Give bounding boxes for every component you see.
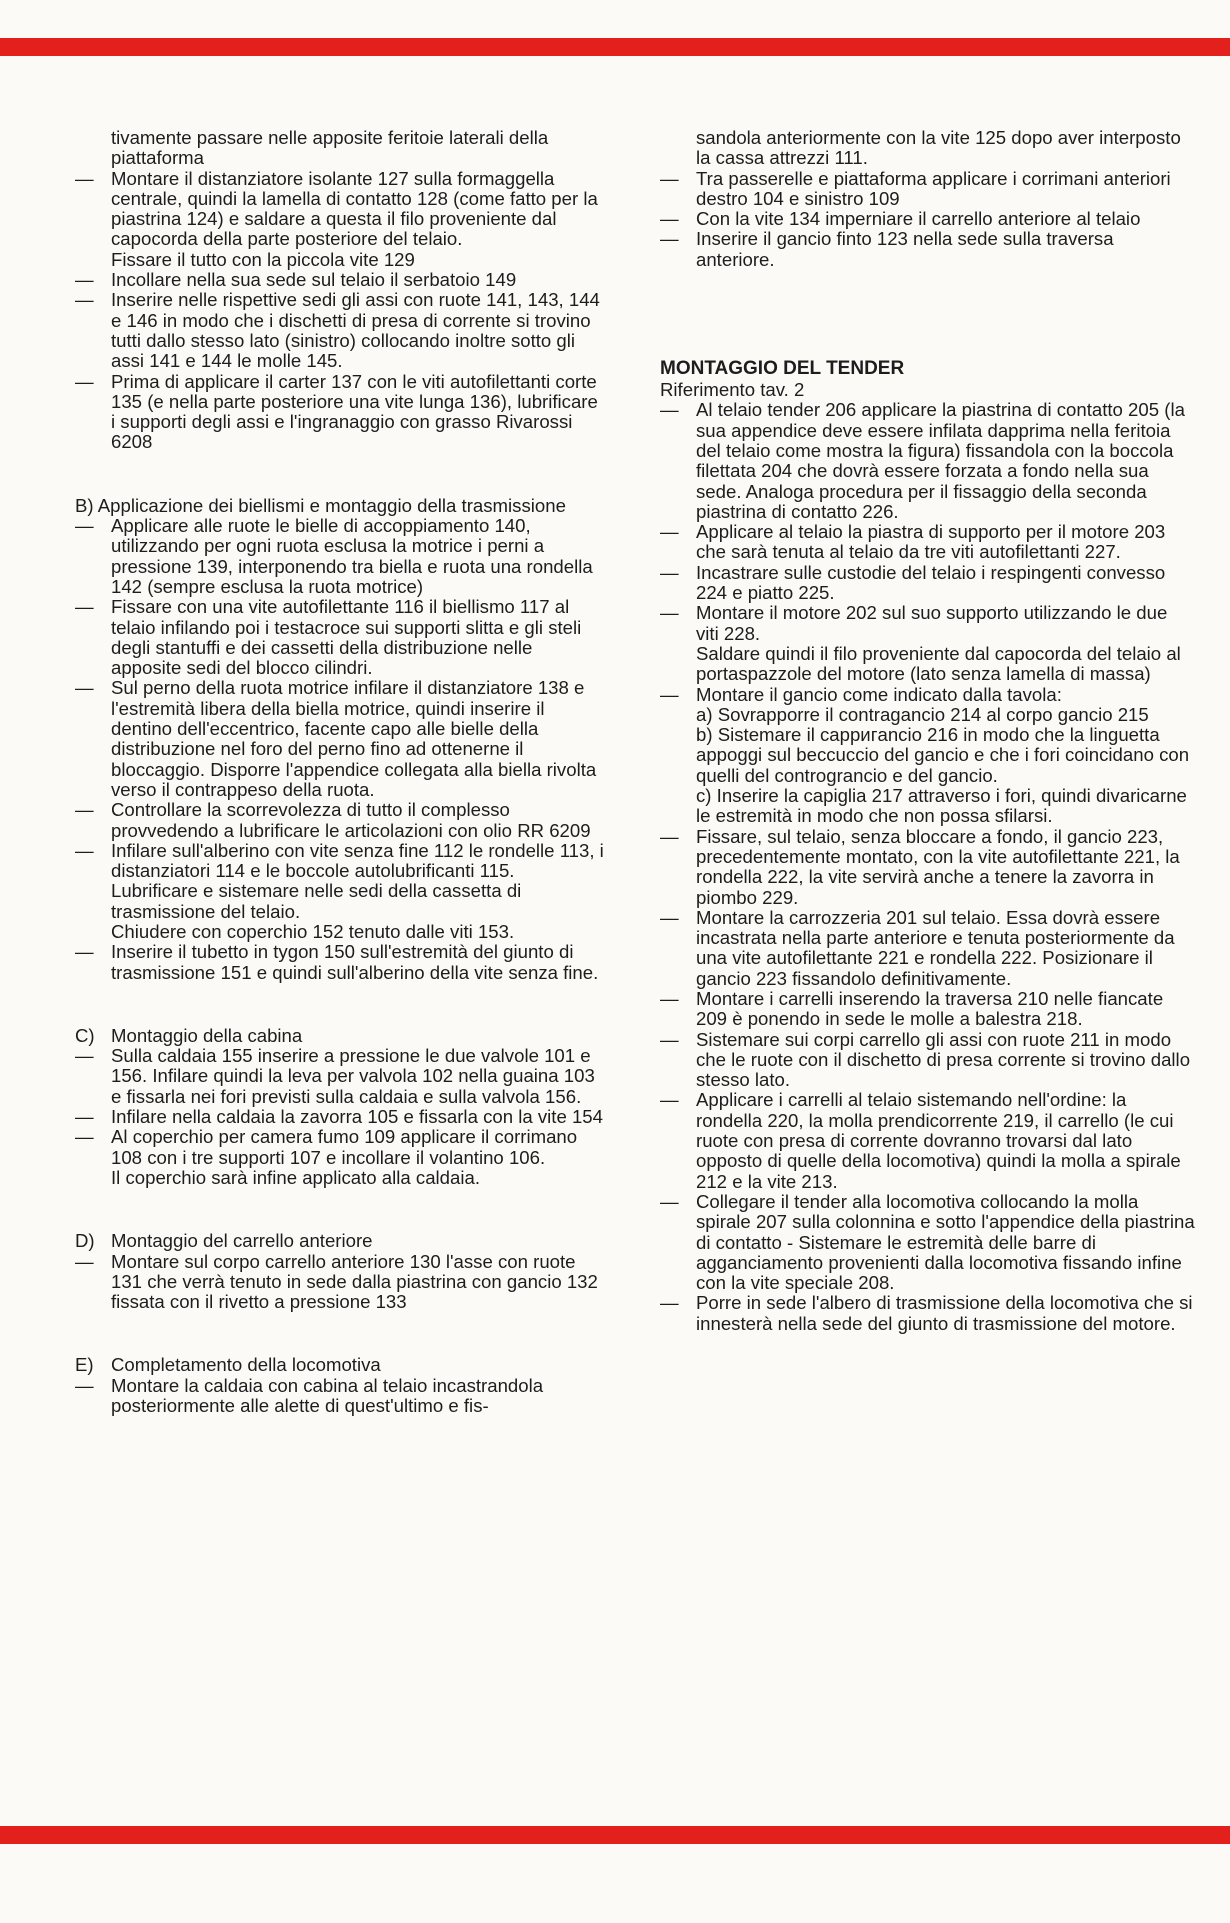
list-item <box>75 372 605 453</box>
top-red-band <box>0 38 1230 56</box>
list-item <box>660 908 1195 989</box>
list-item <box>75 597 605 678</box>
dash: — <box>75 515 94 537</box>
dash: — <box>660 228 679 250</box>
dash: — <box>75 596 94 618</box>
item-text: Sistemare sui corpi carrello gli assi con ruote 211 in modo che le ruote con il dischetto di presa corrente si trovino dallo stesso lato. <box>696 1028 1191 1091</box>
dash: — <box>660 602 679 624</box>
dash: — <box>660 683 679 705</box>
intro-text: tivamente passare nelle apposite feritoie laterali della piattaforma <box>111 127 549 169</box>
section-letter: D) <box>75 1230 95 1252</box>
list-item <box>660 1030 1195 1091</box>
item-text: Montare la caldaia con cabina al telaio incastrandola posteriormente alle alette di quest'ultimo e fis- <box>111 1374 544 1417</box>
list-item <box>660 522 1195 563</box>
hook-step: b) Sistemare il capригancio 216 in modo che la linguetta appoggi sul beccuccio del gancio e che i fori coincidano con quelli del contrograncio e del gancio. <box>696 724 1190 786</box>
dash: — <box>75 1106 94 1128</box>
hook-step: c) Inserire la capiglia 217 attraverso i fori, quindi divaricarne le estremità in modo che non possa sfilarsi. <box>696 785 1187 827</box>
item-text: Incollare nella sua sede sul telaio il serbatoio 149 <box>111 269 517 291</box>
dash: — <box>75 799 94 821</box>
spacer <box>660 270 1195 358</box>
list-item <box>660 209 1195 229</box>
item-text: Porre in sede l'albero di trasmissione della locomotiva che si innesterà nella sede del giunto di trasmissione del motore. <box>696 1292 1193 1334</box>
item-text: Al coperchio per camera fumo 109 applicare il corrimano 108 con i tre supporti 107 e incollare il volantino 106. <box>111 1126 578 1168</box>
list-item <box>75 270 605 290</box>
spacer <box>75 1312 605 1355</box>
item-text: Montare sul corpo carrello anteriore 130 l'asse con ruote 131 che verrà tenuto in sede dalla piastrina con gancio 132 fissata con il rivetto a pressione 133 <box>111 1250 598 1313</box>
bottom-red-band <box>0 1826 1230 1844</box>
item-subtext: Fissare il tutto con la piccola vite 129 <box>111 248 415 270</box>
tender-reference: Riferimento tav. 2 <box>660 379 805 401</box>
list-item <box>660 169 1195 210</box>
item-text: Applicare i carrelli al telaio sistemando nell'ordine: la rondella 220, la molla prendicorrente 219, il carrello (le cui ruote con presa di corrente dovranno trovarsi dal lato opposto di quelle della locomotiva) quindi la molla a spirale 212 e la vite 213. <box>696 1089 1181 1192</box>
item-text: Applicare alle ruote le bielle di accoppiamento 140, utilizzando per ogni ruota esclusa la motrice i perni a pressione 139, interponendo tra biella e ruota una rondella 142 (sempre esclusa la ruota motrice) <box>111 515 593 597</box>
item-text: Collegare il tender alla locomotiva collocando la molla spirale 207 sulla colonnina e sotto l'appendice della piastrina di contatto - Sistemare le estremità delle barre di agganciamento provenienti dalla locomotiva fissando infine con la vite speciale 208. <box>696 1190 1195 1294</box>
intro-text: sandola anteriormente con la vite 125 dopo aver interposto la cassa attrezzi 111. <box>696 127 1181 169</box>
list-item <box>75 1107 605 1127</box>
item-text: Incastrare sulle custodie del telaio i respingenti convesso 224 e piatto 225. <box>696 561 1166 604</box>
list-item <box>75 1127 605 1188</box>
item-text: Controllare la scorrevolezza di tutto il complesso provvedendo a lubrificare le articolazioni con olio RR 6209 <box>111 799 591 841</box>
dash: — <box>660 1292 679 1314</box>
item-text: Prima di applicare il carter 137 con le viti autofilettanti corte 135 (e nella parte posteriore una vite lunga 136), lubrificare i supporti degli assi e l'ingranaggio con grasso Rivarossi 6208 <box>111 370 598 453</box>
dash: — <box>660 399 679 421</box>
list-item <box>660 685 1195 827</box>
item-text: Montare la carrozzeria 201 sul telaio. Essa dovrà essere incastrata nella parte anteriore e tenuta posteriormente da una vite autofilettante 221 e rondella 222. Posizionare il gancio 223 fissandolo definitivamente. <box>696 906 1175 989</box>
section-e-heading <box>75 1355 605 1375</box>
spacer <box>75 1188 605 1231</box>
list-item <box>75 290 605 371</box>
item-text: Sulla caldaia 155 inserire a pressione le due valvole 101 e 156. Infilare quindi la leva per valvola 102 nella guaina 103 e fissarla nei fori previsti sulla caldaia e sulla valvola 156. <box>111 1045 595 1107</box>
item-text: Infilare nella caldaia la zavorra 105 e fissarla con la vite 154 <box>111 1106 603 1128</box>
section-title: Completamento della locomotiva <box>111 1354 381 1376</box>
list-item <box>75 1376 605 1417</box>
item-subtext: Chiudere con coperchio 152 tenuto dalle viti 153. <box>111 920 515 942</box>
dash: — <box>660 1190 679 1212</box>
spacer <box>75 453 605 496</box>
dash: — <box>660 906 679 928</box>
dash: — <box>660 1028 679 1050</box>
list-item <box>75 678 605 800</box>
dash: — <box>75 941 94 963</box>
dash: — <box>660 167 679 189</box>
tender-heading: MONTAGGIO DEL TENDER <box>660 358 905 380</box>
list-item <box>75 800 605 841</box>
section-letter: E) <box>75 1354 94 1376</box>
list-item <box>75 1252 605 1313</box>
hook-step: a) Sovrapporre il contragancio 214 al corpo gancio 215 <box>696 703 1149 725</box>
right-column <box>660 128 1195 1334</box>
left-column <box>75 128 605 1416</box>
dash: — <box>660 1089 679 1111</box>
section-title: Montaggio del carrello anteriore <box>111 1230 373 1252</box>
dash: — <box>75 289 94 311</box>
dash: — <box>75 269 94 291</box>
list-item <box>75 1046 605 1107</box>
list-item <box>660 1293 1195 1334</box>
dash: — <box>75 1126 94 1148</box>
item-text: Con la vite 134 imperniare il carrello anteriore al telaio <box>696 208 1141 230</box>
list-item <box>660 1192 1195 1293</box>
dash: — <box>660 561 679 583</box>
item-text: Fissare, sul telaio, senza bloccare a fondo, il gancio 223, precedentemente montato, con la vite autofilettante 221, la rondella 222, la vite servirà anche a tenere la zavorra in piombo 229. <box>696 825 1180 908</box>
dash: — <box>660 521 679 543</box>
list-item <box>75 169 605 270</box>
dash: — <box>660 208 679 230</box>
list-item <box>660 827 1195 908</box>
item-text: Al telaio tender 206 applicare la piastrina di contatto 205 (la sua appendice deve essere infilata dapprima nella feritoia del telaio come mostra la figura) fissandola con la boccola filettata 204 che dovrà essere forzata a fondo nella sua sede. Analoga procedura per il fissaggio della seconda piastrina di contatto 226. <box>696 399 1185 522</box>
dash: — <box>75 677 94 699</box>
section-c-heading <box>75 1026 605 1046</box>
spacer <box>75 983 605 1026</box>
dash: — <box>75 370 94 392</box>
item-text: Tra passerelle e piattaforma applicare i corrimani anteriori destro 104 e sinistro 109 <box>696 167 1171 209</box>
item-text: Infilare sull'alberino con vite senza fine 112 le rondelle 113, i distanziatori 114 e le boccole autolubrificanti 115. Lubrificare e sistemare nelle sedi della cassetta di trasmissione del telaio. <box>111 839 604 922</box>
item-text: Montare il distanziatore isolante 127 sulla formaggella centrale, quindi la lamella di contatto 128 (come fatto per la piastrina 124) e saldare a questa il filo proveniente dal capocorda della parte posteriore del telaio. <box>111 167 598 250</box>
item-text: Applicare al telaio la piastra di supporto per il motore 203 che sarà tenuta al telaio da tre viti autofilettanti 227. <box>696 521 1166 563</box>
item-text: Fissare con una vite autofilettante 116 il biellismo 117 al telaio infilando poi i testacroce sui supporti slitta e gli steli degli stantuffi e dei cassetti della distribuzione nelle apposite sedi del blocco cilindri. <box>111 596 582 679</box>
dash: — <box>75 1250 94 1272</box>
list-item <box>75 942 605 983</box>
item-subtext: Il coperchio sarà infine applicato alla caldaia. <box>111 1166 480 1188</box>
list-item <box>75 841 605 942</box>
section-letter: C) <box>75 1024 95 1046</box>
item-text: Inserire nelle rispettive sedi gli assi con ruote 141, 143, 144 e 146 in modo che i dischetti di presa di corrente si trovino tutti dallo stesso lato (sinistro) collocando inoltre sotto gli assi 141 e 144 le molle 145. <box>111 289 600 372</box>
list-item <box>660 563 1195 604</box>
item-text: Sul perno della ruota motrice infilare il distanziatore 138 e l'estremità libera della biella motrice, quindi inserire il dentino dell'eccentrico, facente capo alle bielle della distribuzione nel foro del perno fino ad ottenerne il bloccaggio. Disporre l'appendice collegata alla biella rivolta verso il contrappeso della ruota. <box>111 677 597 800</box>
section-d-heading <box>75 1231 605 1251</box>
list-item <box>660 1090 1195 1191</box>
item-text: Inserire il tubetto in tygon 150 sull'estremità del giunto di trasmissione 151 e quindi sull'alberino della vite senza fine. <box>111 941 599 983</box>
dash: — <box>660 987 679 1009</box>
dash: — <box>75 1374 94 1396</box>
section-b-heading: B) Applicazione dei biellismi e montaggio della trasmissione <box>75 494 566 516</box>
dash: — <box>75 839 94 861</box>
list-item <box>660 603 1195 684</box>
dash: — <box>660 825 679 847</box>
section-title: Montaggio della cabina <box>111 1024 303 1046</box>
dash: — <box>75 167 94 189</box>
item-text: Montare il gancio come indicato dalla tavola: <box>696 683 1062 705</box>
list-item <box>660 989 1195 1030</box>
dash: — <box>75 1045 94 1067</box>
item-text: Montare il motore 202 sul suo supporto utilizzando le due viti 228. <box>696 602 1168 644</box>
item-text: Inserire il gancio finto 123 nella sede sulla traversa anteriore. <box>696 228 1114 270</box>
list-item <box>75 516 605 597</box>
list-item <box>660 400 1195 522</box>
item-subtext: Saldare quindi il filo proveniente dal capocorda del telaio al portaspazzole del motore (lato senza lamella di massa) <box>696 642 1181 685</box>
item-text: Montare i carrelli inserendo la traversa 210 nelle fiancate 209 è ponendo in sede le molle a balestra 218. <box>696 987 1164 1030</box>
list-item <box>660 229 1195 270</box>
